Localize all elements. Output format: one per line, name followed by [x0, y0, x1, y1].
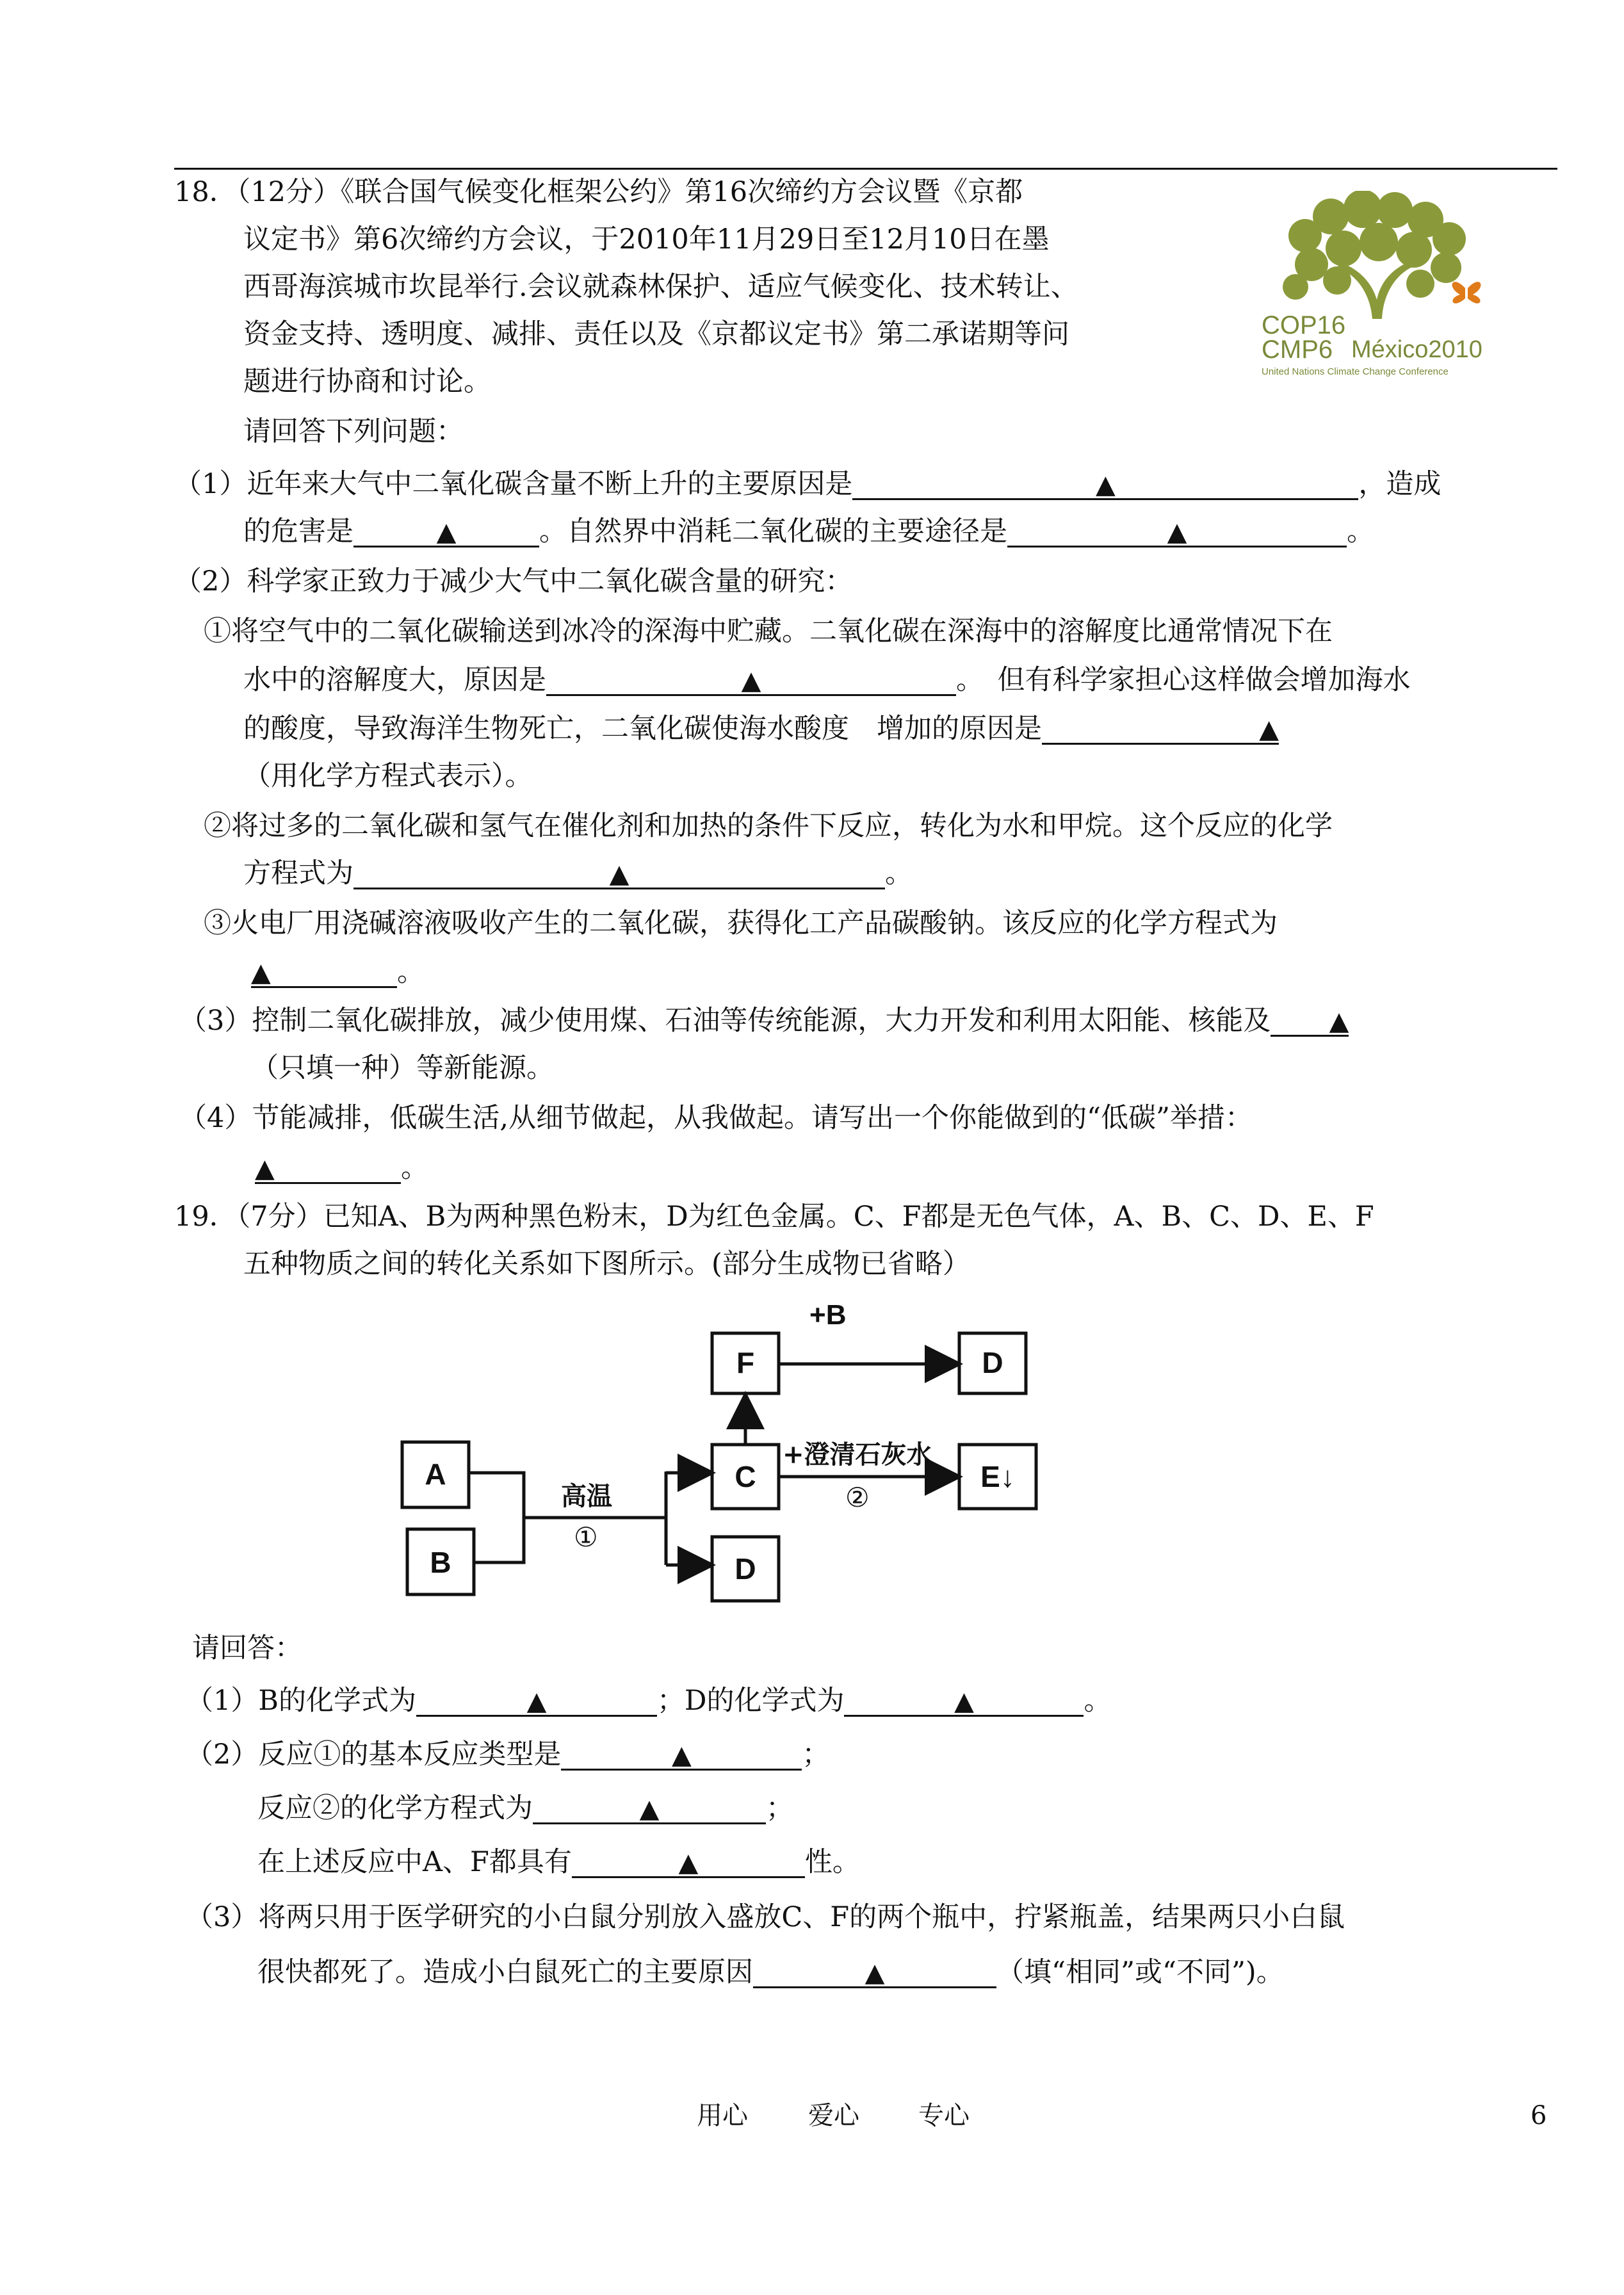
- answer-blank-10[interactable]: ▲: [416, 1683, 657, 1717]
- answer-blank-7[interactable]: ▲: [251, 954, 397, 988]
- answer-blank-13[interactable]: ▲: [533, 1790, 766, 1824]
- answer-blank-2[interactable]: ▲: [353, 514, 539, 547]
- logo-subtitle: United Nations Climate Change Conference: [1262, 366, 1449, 377]
- label-e: E↓: [980, 1460, 1015, 1493]
- label-d-bottom: D: [735, 1552, 756, 1585]
- logo-cmp6: CMP6: [1262, 336, 1333, 364]
- label-b: B: [430, 1546, 451, 1579]
- q18-part2-1-line3: 的酸度，导致海洋生物死亡，二氧化碳使海水酸度 增加的原因是 ▲: [243, 711, 1279, 747]
- label-limewater: +澄清石灰水: [783, 1439, 932, 1470]
- reaction-diagram: [384, 1287, 1063, 1620]
- butterfly-icon: [1452, 282, 1481, 304]
- q18-part1-line1: （1）近年来大气中二氧化碳含量不断上升的主要原因是 ▲ ，造成: [174, 466, 1441, 502]
- header-rule: [174, 168, 1557, 170]
- answer-blank-15[interactable]: ▲: [753, 1954, 996, 1988]
- q19-prompt: 请回答：: [192, 1632, 302, 1664]
- page-number: 6: [1531, 2101, 1547, 2130]
- q19-sub2-line1: （2）反应①的基本反应类型是 ▲ ；: [186, 1737, 829, 1772]
- q18-intro-line-1: 18．（12分）《联合国气候变化框架公约》第16次缔约方会议暨《京都: [174, 176, 1023, 208]
- label-circle-2: ②: [845, 1482, 870, 1513]
- footer-yongxin: 用心: [697, 2101, 748, 2130]
- q18-part4-line2: ▲ 。: [255, 1150, 428, 1186]
- q18-part2-1-line1: ①将空气中的二氧化碳输送到冰冷的深海中贮藏。二氧化碳在深海中的溶解度比通常情况下在: [204, 615, 1333, 647]
- q18-part2-2-line2: 方程式为 ▲ 。: [243, 856, 913, 891]
- q19-sub3-line1: （3）将两只用于医学研究的小白鼠分别放入盛放C、F的两个瓶中，拧紧瓶盖，结果两只小白鼠: [186, 1901, 1345, 1933]
- label-plus-b: +B: [809, 1299, 847, 1331]
- q18-prompt: 请回答下列问题：: [243, 416, 464, 448]
- q18-intro-line-4: 资金支持、透明度、减排、责任以及《京都议定书》第二承诺期等问: [243, 318, 1069, 350]
- footer-zhuanxin: 专心: [918, 2101, 970, 2130]
- answer-blank-14[interactable]: ▲: [572, 1844, 805, 1878]
- cop16-logo: [1260, 191, 1498, 391]
- label-a: A: [425, 1457, 446, 1491]
- q18-part4-line1: （4）节能减排，低碳生活,从细节做起，从我做起。请写出一个你能做到的“低碳”举措：: [179, 1102, 1253, 1134]
- q19-sub3-line2: 很快都死了。造成小白鼠死亡的主要原因 ▲ （填“相同”或“不同”)。: [257, 1954, 1284, 1990]
- logo-cop16: COP16: [1262, 311, 1346, 339]
- answer-blank-6[interactable]: ▲: [353, 856, 885, 889]
- q18-part3-line2: （只填一种）等新能源。: [251, 1052, 554, 1084]
- logo-mexico2010: México2010: [1351, 336, 1482, 363]
- q18-part2-1-line2: 水中的溶解度大，原因是 ▲ 。 但有科学家担心这样做会增加海水: [243, 662, 1411, 698]
- q18-intro-line-3: 西哥海滨城市坎昆举行.会议就森林保护、适应气候变化、技术转让、: [243, 271, 1078, 303]
- label-d-top: D: [982, 1346, 1003, 1379]
- q18-part2-1-line4: （用化学方程式表示）。: [243, 760, 533, 792]
- label-circle-1: ①: [574, 1521, 598, 1553]
- answer-blank-11[interactable]: ▲: [844, 1683, 1084, 1717]
- q18-part1-line2: 的危害是 ▲ 。自然界中消耗二氧化碳的主要途径是 ▲ 。: [243, 514, 1374, 549]
- q18-part2-2-line1: ②将过多的二氧化碳和氢气在催化剂和加热的条件下反应，转化为水和甲烷。这个反应的化学: [204, 810, 1333, 842]
- q19-intro-line1: 19．（7分）已知A、B为两种黑色粉末，D为红色金属。C、F都是无色气体，A、B、C、D、E、F: [174, 1201, 1374, 1233]
- q18-part2-3-line1: ③火电厂用浇碱溶液吸收产生的二氧化碳，获得化工产品碳酸钠。该反应的化学方程式为: [204, 907, 1278, 939]
- answer-blank-1[interactable]: ▲: [852, 466, 1358, 500]
- answer-blank-9[interactable]: ▲: [255, 1150, 401, 1184]
- q18-part2-3-line2: ▲ 。: [251, 954, 425, 990]
- q19-sub2-line2: 反应②的化学方程式为 ▲ ；: [257, 1790, 793, 1826]
- label-high-temp: 高温: [561, 1481, 612, 1511]
- q19-sub2-line3: 在上述反应中A、F都具有 ▲ 性。: [257, 1844, 860, 1880]
- answer-blank-8[interactable]: ▲: [1271, 1003, 1349, 1037]
- label-c: C: [735, 1460, 756, 1493]
- label-f: F: [736, 1346, 755, 1379]
- answer-blank-5[interactable]: ▲: [1042, 711, 1279, 745]
- answer-blank-3[interactable]: ▲: [1007, 514, 1347, 547]
- q18-part3-line1: （3）控制二氧化碳排放，减少使用煤、石油等传统能源，大力开发和利用太阳能、核能及 ▲: [179, 1003, 1349, 1039]
- footer-aixin: 爱心: [808, 2101, 859, 2130]
- q18-intro-line-2: 议定书》第6次缔约方会议，于2010年11月29日至12月10日在墨: [243, 223, 1050, 255]
- q18-intro-line-5: 题进行协商和讨论。: [243, 366, 491, 398]
- q19-intro-line2: 五种物质之间的转化关系如下图所示。(部分生成物已省略）: [243, 1248, 970, 1280]
- answer-blank-12[interactable]: ▲: [561, 1737, 802, 1771]
- q18-part2-title: （2）科学家正致力于减少大气中二氧化碳含量的研究：: [174, 565, 853, 597]
- answer-blank-4[interactable]: ▲: [546, 662, 956, 696]
- q19-sub1: （1）B的化学式为 ▲ ；D的化学式为 ▲ 。: [186, 1683, 1111, 1719]
